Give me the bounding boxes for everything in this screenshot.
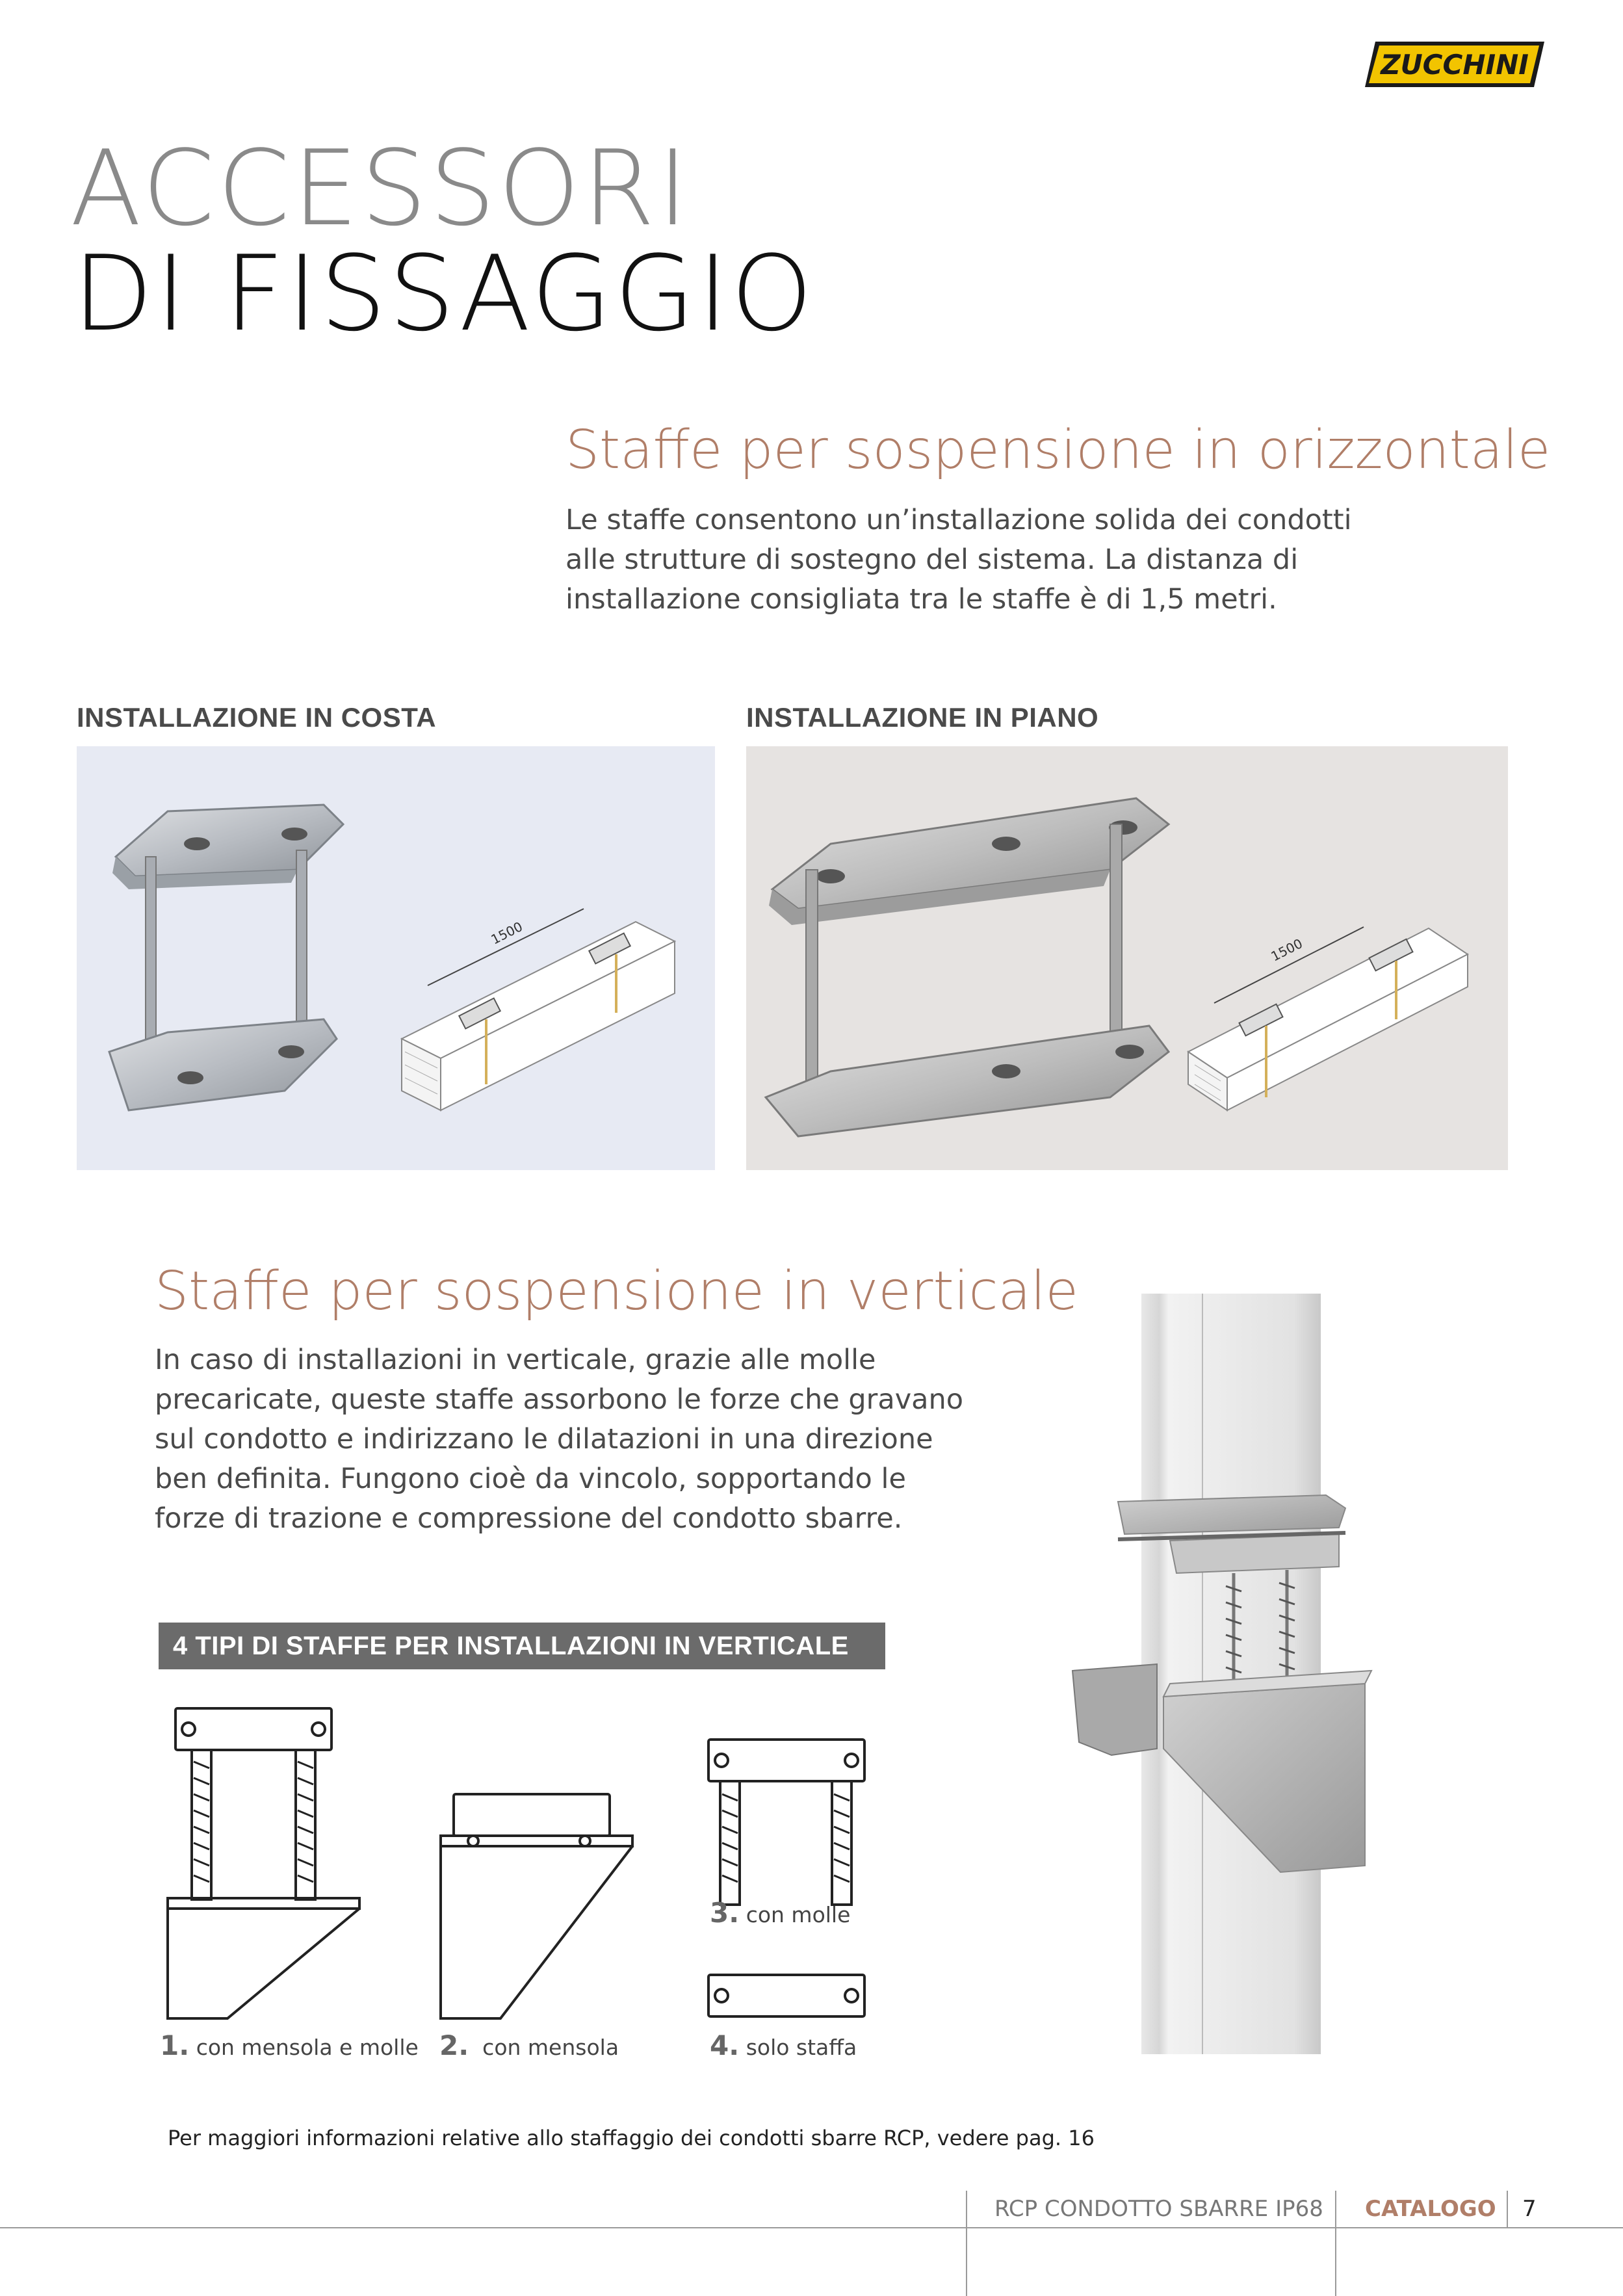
tipo-2-caption	[439, 2029, 619, 2061]
logo-text: ZUCCHINI	[1381, 49, 1529, 81]
tipo-3-caption	[710, 1897, 850, 1929]
footer-product: RCP CONDOTTO SBARRE IP68	[994, 2196, 1323, 2222]
page-title-line2: DI FISSAGGIO	[73, 233, 816, 354]
tipo-1-label: con mensola e molle	[196, 2035, 419, 2060]
footnote: Per maggiori informazioni relative allo staffaggio dei condotti sbarre RCP, vedere pag. 16	[168, 2126, 1095, 2150]
zucchini-logo	[1364, 39, 1546, 90]
tipo-2-label: con mensola	[482, 2035, 619, 2060]
tipo-1-number: 1.	[160, 2029, 190, 2061]
tipo-4-number: 4.	[710, 2029, 740, 2061]
installazione-costa-image	[77, 746, 715, 1170]
bracket-costa-illustration	[77, 746, 715, 1170]
footer-divider	[0, 2227, 1623, 2228]
installazione-costa-label: INSTALLAZIONE IN COSTA	[77, 702, 437, 733]
vertical-text-line: ben definita. Fungono cioè da vincolo, sopportando le	[155, 1463, 906, 1495]
tipo-3-label: con molle	[746, 1902, 851, 1927]
vertical-heading: Staffe per sospensione in verticale	[155, 1260, 1078, 1322]
horizontal-text-line: alle strutture di sostegno del sistema. La distanza di	[565, 543, 1299, 576]
horizontal-text	[565, 501, 1352, 620]
dimension-label-piano: 1500	[1268, 935, 1305, 965]
vertical-text-line: forze di trazione e compressione del condotto sbarre.	[155, 1502, 903, 1535]
installazione-piano-label: INSTALLAZIONE IN PIANO	[746, 702, 1099, 733]
horizontal-heading: Staffe per sospensione in orizzontale	[565, 419, 1551, 481]
horizontal-text-line: installazione consigliata tra le staffe è di 1,5 metri.	[565, 583, 1277, 616]
staffa-verticale-photo	[1066, 1294, 1417, 2061]
tipo-1-caption	[160, 2029, 419, 2061]
tipo-2-number: 2.	[439, 2029, 469, 2061]
footer-separator	[966, 2191, 967, 2296]
vertical-text-line: precaricate, queste staffe assorbono le forze che gravano	[155, 1383, 964, 1416]
page-number: 7	[1522, 2196, 1537, 2222]
tipo-4-label: solo staffa	[746, 2035, 857, 2060]
footer-separator	[1335, 2191, 1336, 2296]
dimension-label-costa: 1500	[488, 919, 525, 948]
vertical-text-line: In caso di installazioni in verticale, grazie alle molle	[155, 1344, 876, 1376]
vertical-text-line: sul condotto e indirizzano le dilatazioni in una direzione	[155, 1423, 933, 1455]
tipo-4-caption	[710, 2029, 857, 2061]
footer-catalog: CATALOGO	[1365, 2196, 1496, 2222]
vertical-text	[155, 1340, 963, 1539]
page-title-line1: ACCESSORI	[70, 127, 691, 249]
tipi-staffe-banner: 4 TIPI DI STAFFE PER INSTALLAZIONI IN VERTICALE	[159, 1623, 885, 1669]
horizontal-text-line: Le staffe consentono un’installazione solida dei condotti	[565, 504, 1352, 536]
bracket-piano-illustration	[746, 746, 1508, 1170]
tipo-3-number: 3.	[710, 1897, 740, 1929]
installazione-piano-image	[746, 746, 1508, 1170]
footer-separator	[1507, 2191, 1508, 2227]
staffe-types-drawing	[156, 1690, 890, 2054]
